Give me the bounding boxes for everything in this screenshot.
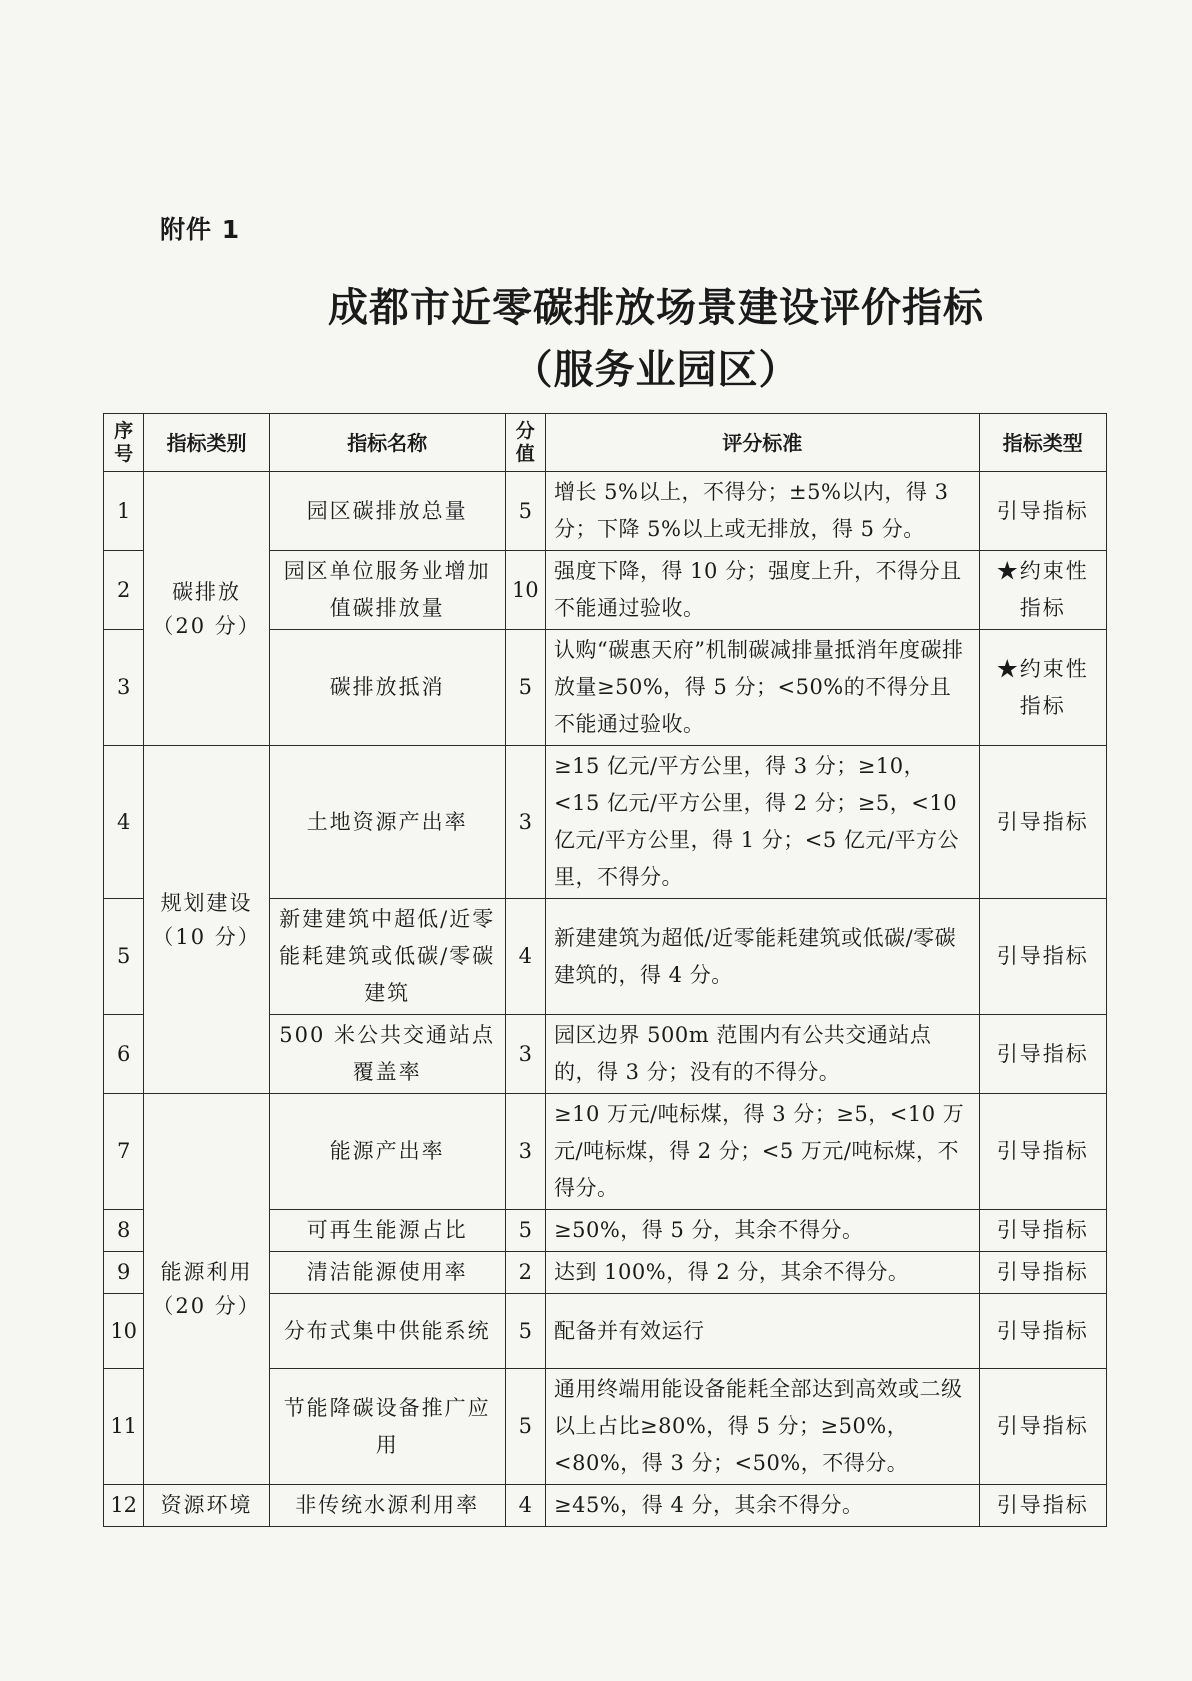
row-type: 引导指标 [979,1369,1107,1485]
page-title: 成都市近零碳排放场景建设评价指标 [328,285,984,331]
row-seq: 12 [104,1485,144,1527]
table-row [104,746,1107,899]
row-criteria: 园区边界 500m 范围内有公共交通站点的，得 3 分；没有的不得分。 [546,1015,980,1094]
row-type: ★约束性指标 [979,630,1107,746]
row-name: 分布式集中供能系统 [269,1294,505,1369]
table-row [104,472,1107,551]
header-name: 指标名称 [269,414,505,472]
row-name: 节能降碳设备推广应用 [269,1369,505,1485]
row-name: 园区单位服务业增加值碳排放量 [269,551,505,630]
row-score: 10 [505,551,545,630]
row-name: 清洁能源使用率 [269,1252,505,1294]
row-criteria: 认购“碳惠天府”机制碳减排量抵消年度碳排放量≥50%，得 5 分；<50%的不得分且不能通过验收。 [546,630,980,746]
row-criteria: ≥50%，得 5 分，其余不得分。 [546,1210,980,1252]
row-seq: 11 [104,1369,144,1485]
table-row [104,1094,1107,1210]
row-seq: 7 [104,1094,144,1210]
row-name: 园区碳排放总量 [269,472,505,551]
row-name: 非传统水源利用率 [269,1485,505,1527]
row-type: 引导指标 [979,1252,1107,1294]
row-score: 3 [505,746,545,899]
row-score: 5 [505,1369,545,1485]
row-score: 5 [505,472,545,551]
row-type: 引导指标 [979,472,1107,551]
row-score: 5 [505,1210,545,1252]
row-type: 引导指标 [979,746,1107,899]
category-cell: 资源环境 [144,1485,269,1527]
row-criteria: 通用终端用能设备能耗全部达到高效或二级以上占比≥80%，得 5 分；≥50%，<80%，得 3 分；<50%，不得分。 [546,1369,980,1485]
row-seq: 2 [104,551,144,630]
row-score: 4 [505,899,545,1015]
header-type: 指标类型 [979,414,1107,472]
attachment-label: 附件 1 [160,215,241,244]
row-criteria: 增长 5%以上，不得分；±5%以内，得 3 分；下降 5%以上或无排放，得 5 分。 [546,472,980,551]
header-seq: 序号 [104,414,144,472]
row-score: 5 [505,630,545,746]
category-cell: 能源利用 （20 分） [144,1094,269,1485]
row-score: 4 [505,1485,545,1527]
row-score: 3 [505,1015,545,1094]
row-name: 500 米公共交通站点覆盖率 [269,1015,505,1094]
table-row [104,1485,1107,1527]
row-type: ★约束性指标 [979,551,1107,630]
row-score: 2 [505,1252,545,1294]
row-score: 5 [505,1294,545,1369]
row-seq: 1 [104,472,144,551]
row-criteria: 配备并有效运行 [546,1294,980,1369]
row-score: 3 [505,1094,545,1210]
row-criteria: 新建建筑为超低/近零能耗建筑或低碳/零碳建筑的，得 4 分。 [546,899,980,1015]
row-type: 引导指标 [979,1094,1107,1210]
row-name: 能源产出率 [269,1094,505,1210]
page-subtitle: （服务业园区） [512,347,800,393]
row-criteria: 强度下降，得 10 分；强度上升，不得分且不能通过验收。 [546,551,980,630]
row-type: 引导指标 [979,1294,1107,1369]
row-seq: 10 [104,1294,144,1369]
row-type: 引导指标 [979,1015,1107,1094]
row-type: 引导指标 [979,1210,1107,1252]
row-name: 土地资源产出率 [269,746,505,899]
row-seq: 6 [104,1015,144,1094]
row-seq: 3 [104,630,144,746]
row-name: 碳排放抵消 [269,630,505,746]
row-criteria: 达到 100%，得 2 分，其余不得分。 [546,1252,980,1294]
row-name: 新建建筑中超低/近零能耗建筑或低碳/零碳建筑 [269,899,505,1015]
header-criteria: 评分标准 [546,414,980,472]
indicator-table [103,413,1107,1527]
row-name: 可再生能源占比 [269,1210,505,1252]
header-category: 指标类别 [144,414,269,472]
row-criteria: ≥10 万元/吨标煤，得 3 分；≥5，<10 万元/吨标煤，得 2 分；<5 万元/吨标煤，不得分。 [546,1094,980,1210]
header-score: 分值 [505,414,545,472]
category-cell: 碳排放 （20 分） [144,472,269,746]
category-cell: 规划建设 （10 分） [144,746,269,1094]
row-type: 引导指标 [979,1485,1107,1527]
row-seq: 9 [104,1252,144,1294]
row-criteria: ≥45%，得 4 分，其余不得分。 [546,1485,980,1527]
row-type: 引导指标 [979,899,1107,1015]
row-seq: 4 [104,746,144,899]
header-row [104,414,1107,472]
row-seq: 5 [104,899,144,1015]
row-criteria: ≥15 亿元/平方公里，得 3 分；≥10，<15 亿元/平方公里，得 2 分；≥5，<10 亿元/平方公里，得 1 分；<5 亿元/平方公里，不得分。 [546,746,980,899]
row-seq: 8 [104,1210,144,1252]
